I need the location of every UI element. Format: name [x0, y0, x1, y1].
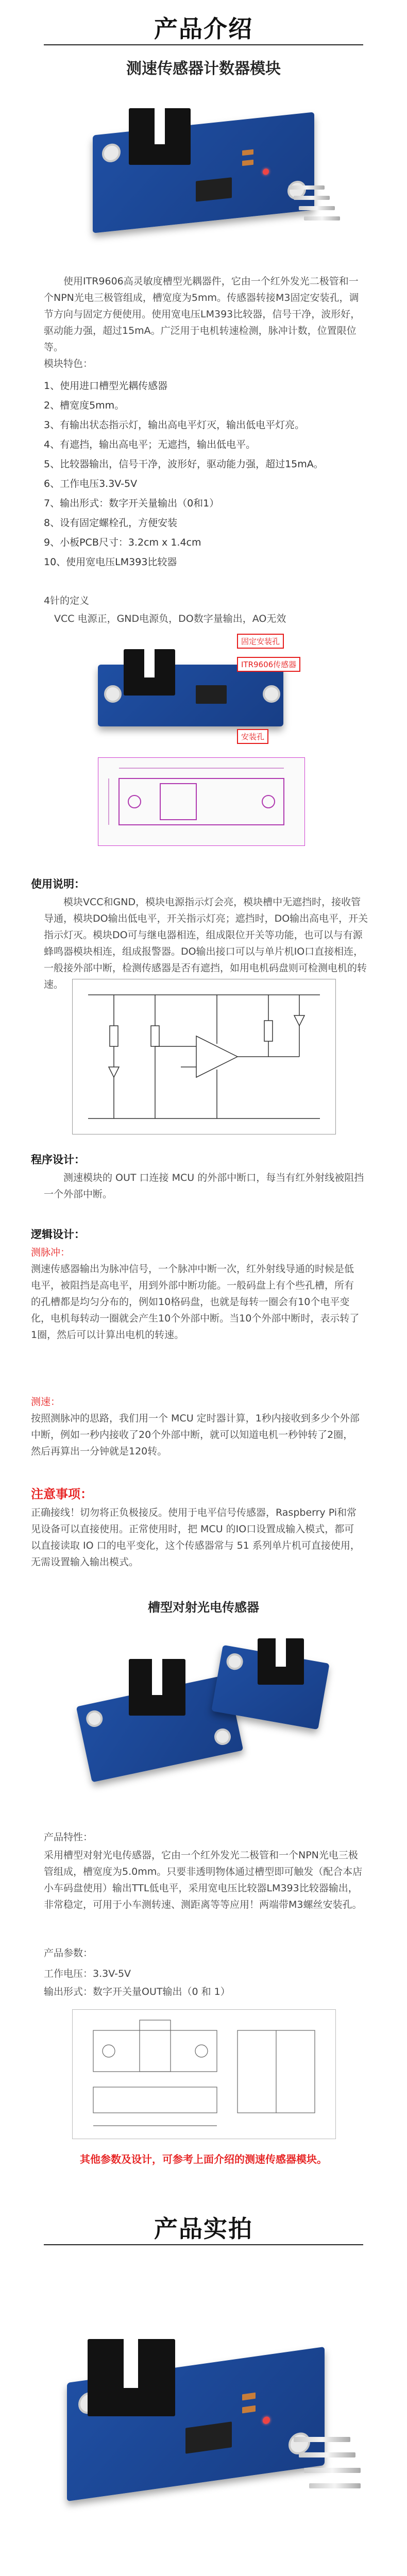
title-underline — [44, 44, 363, 45]
feature-item: 3、有输出状态指示灯，输出高电平灯灭，输出低电平灯亮。 — [44, 419, 305, 431]
dimension-drawing — [98, 757, 305, 846]
callout-label: 固定安装孔 — [237, 634, 284, 649]
pcb-board — [93, 112, 314, 233]
feature-item: 4、有遮挡，输出高电平；无遮挡，输出低电平。 — [44, 439, 256, 450]
led-icon — [263, 2416, 270, 2425]
pin-header — [299, 2452, 355, 2458]
comparator-chip — [185, 2421, 232, 2454]
module2-title: 槽型对射光电传感器 — [148, 1600, 259, 1615]
m2-warning: 其他参数及设计，可参考上面介绍的测速传感器模块。 — [80, 2153, 327, 2165]
feature-item: 8、设有固定螺栓孔，方便安装 — [44, 517, 178, 529]
feature-item: 9、小板PCB尺寸：3.2cm x 1.4cm — [44, 537, 201, 548]
schematic-svg — [73, 979, 335, 1134]
module2-photo — [72, 1623, 335, 1793]
logic-label: 逻辑设计： — [31, 1228, 85, 1241]
intro-description: 使用ITR9606高灵敏度槽型光耦器件，它由一个红外发光二极管和一个NPN光电三极管组成，槽宽度为5mm。传感器转接M3固定安装孔，调节方向与固定方便使用。使用宽电压LM393比较器，信号干净，波形好，驱动能力强，超过15mA。广泛用于电机转速检测，脉冲计数，位置限位等。 — [44, 276, 361, 353]
resistor — [242, 160, 253, 166]
schematic — [72, 979, 336, 1134]
m2-technical-drawing — [72, 2009, 336, 2139]
intro-title: 产品介绍 — [154, 15, 253, 43]
feature-item: 1、使用进口槽型光耦传感器 — [44, 380, 168, 392]
slot-sensor — [258, 1638, 304, 1685]
slot-sensor — [124, 649, 175, 696]
slot-gap — [124, 2339, 138, 2388]
feature-item: 10、使用宽电压LM393比较器 — [44, 556, 177, 568]
m2-features-text: 采用槽型对射光电传感器，它由一个红外发光二极管和一个NPN光电三极管组成，槽宽度为5.0mm。只要非透明物体通过槽型即可触发（配合本店小车码盘使用）输出TTL低电平，采用宽电压比较器LM393比较器输出，非常稳定，可用于小车测转速、测距离等等应用！两端带M3螺丝安装孔。 — [44, 1850, 363, 1910]
pin-header — [289, 185, 325, 190]
notice-label: 注意事项： — [31, 1487, 93, 1501]
dimension-svg — [98, 758, 304, 845]
mount-hole-icon — [263, 685, 280, 703]
timer-text: 按照测脉冲的思路，我们用一个 MCU 定时器计算，1秒内接收到多少个外部中断，例如一秒内接收了20个外部中断，就可以知道电机一秒钟转了2圈，然后再算出一分钟就是120转。 — [31, 1413, 360, 1457]
mount-hole-icon — [104, 685, 122, 703]
pins-text: VCC 电源正，GND电源负，DO数字量输出，AO无效 — [54, 613, 286, 624]
resistor — [242, 149, 253, 156]
feature-item: 6、工作电压3.3V-5V — [44, 478, 138, 489]
pin-header — [294, 2437, 350, 2442]
program-text: 测速模块的 OUT 口连接 MCU 的外部中断口，每当有红外射线被阻挡一个外部中断。 — [44, 1172, 364, 1200]
product-photo-1 — [46, 2267, 361, 2576]
m2-output: 输出形式：数字开关量OUT输出（0 和 1） — [44, 1986, 230, 1997]
comparator-chip — [196, 177, 232, 201]
features-list — [44, 376, 374, 572]
mount-hole-icon — [84, 1709, 104, 1728]
pin-header — [304, 2468, 361, 2473]
callout-label: 安装孔 — [237, 729, 268, 744]
features-label: 模块特色： — [44, 358, 93, 369]
mount-hole-icon — [225, 1652, 244, 1671]
led-icon — [263, 168, 269, 175]
photos-title: 产品实拍 — [154, 2215, 253, 2243]
speed-label: 测脉冲： — [31, 1247, 71, 1258]
m2-params-label: 产品参数： — [44, 1947, 93, 1959]
mount-hole-icon — [213, 1727, 232, 1747]
module-photo — [72, 88, 335, 258]
resistor — [242, 2405, 256, 2414]
slot-gap — [276, 1638, 286, 1667]
usage-text: 模块VCC和GND，模块电源指示灯会亮，模块槽中无遮挡时，接收管导通，模块DO输出低电平，开关指示灯亮；遮挡时，DO输出高电平，开关指示灯灭。模块DO可与继电器相连，组成限位开关等功能，也可以与有源蜂鸣器模块相连，组成报警器。DO输出接口可以与单片机IO口直接相连，一般接外部中断，检测传感器是否有遮挡，如用电机码盘则可检测电机的转速。 — [44, 896, 368, 990]
slot-gap — [144, 649, 155, 677]
feature-item: 2、槽宽度5mm。 — [44, 400, 125, 411]
timer-label: 测速： — [31, 1396, 61, 1408]
notice-text: 正确接线！切勿将正负极接反。使用于电平信号传感器，Raspberry Pi和常见设备可以直接使用。正常使用时，把 MCU 的IO口设置成输入模式，都可以直接读取 IO 口的电平变化，这个传感器常与 51 系列单片机可直接使用，无需设置输入输出模式。 — [31, 1507, 360, 1568]
usage-label: 使用说明： — [31, 878, 85, 890]
pin-header — [309, 2483, 361, 2488]
pin-header — [304, 216, 340, 221]
slot-sensor — [129, 108, 191, 165]
annotated-module — [82, 634, 325, 747]
speed-text: 测速传感器输出为脉冲信号，一个脉冲中断一次，红外射线导通的时候是低电平，被阻挡是高电平，用到外部中断功能。一般码盘上有个些孔槽，所有的孔槽都是均匀分布的，例如10格码盘，也就是每转一圈会有10个电平变化，电机每转动一圈就会产生10个外部中断。当10个外部中断时，表示转了1圈，然后可以计算出电机的转速。 — [31, 1263, 360, 1341]
m2-features-label: 产品特性： — [44, 1832, 93, 1843]
slot-gap — [155, 108, 165, 144]
slot-sensor — [88, 2339, 175, 2416]
m2-drawing-svg — [73, 2010, 335, 2139]
m2-voltage: 工作电压：3.3V-5V — [44, 1968, 131, 1979]
slot-gap — [152, 1659, 162, 1695]
pins-label: 4针的定义 — [44, 595, 90, 606]
callout-label: ITR9606传感器 — [237, 657, 300, 672]
mount-hole-icon — [102, 143, 121, 163]
pin-header — [299, 206, 335, 210]
slot-sensor — [129, 1659, 185, 1716]
feature-item: 5、比较器输出，信号干净，波形好，驱动能力强，超过15mA。 — [44, 459, 324, 470]
resistor — [242, 2393, 256, 2401]
module-subtitle: 测速传感器计数器模块 — [126, 60, 281, 78]
program-label: 程序设计： — [31, 1154, 85, 1166]
comparator-chip — [196, 685, 227, 704]
photos-underline — [44, 2244, 363, 2245]
feature-item: 7、输出形式：数字开关量输出（0和1） — [44, 498, 219, 509]
pin-header — [294, 196, 330, 200]
